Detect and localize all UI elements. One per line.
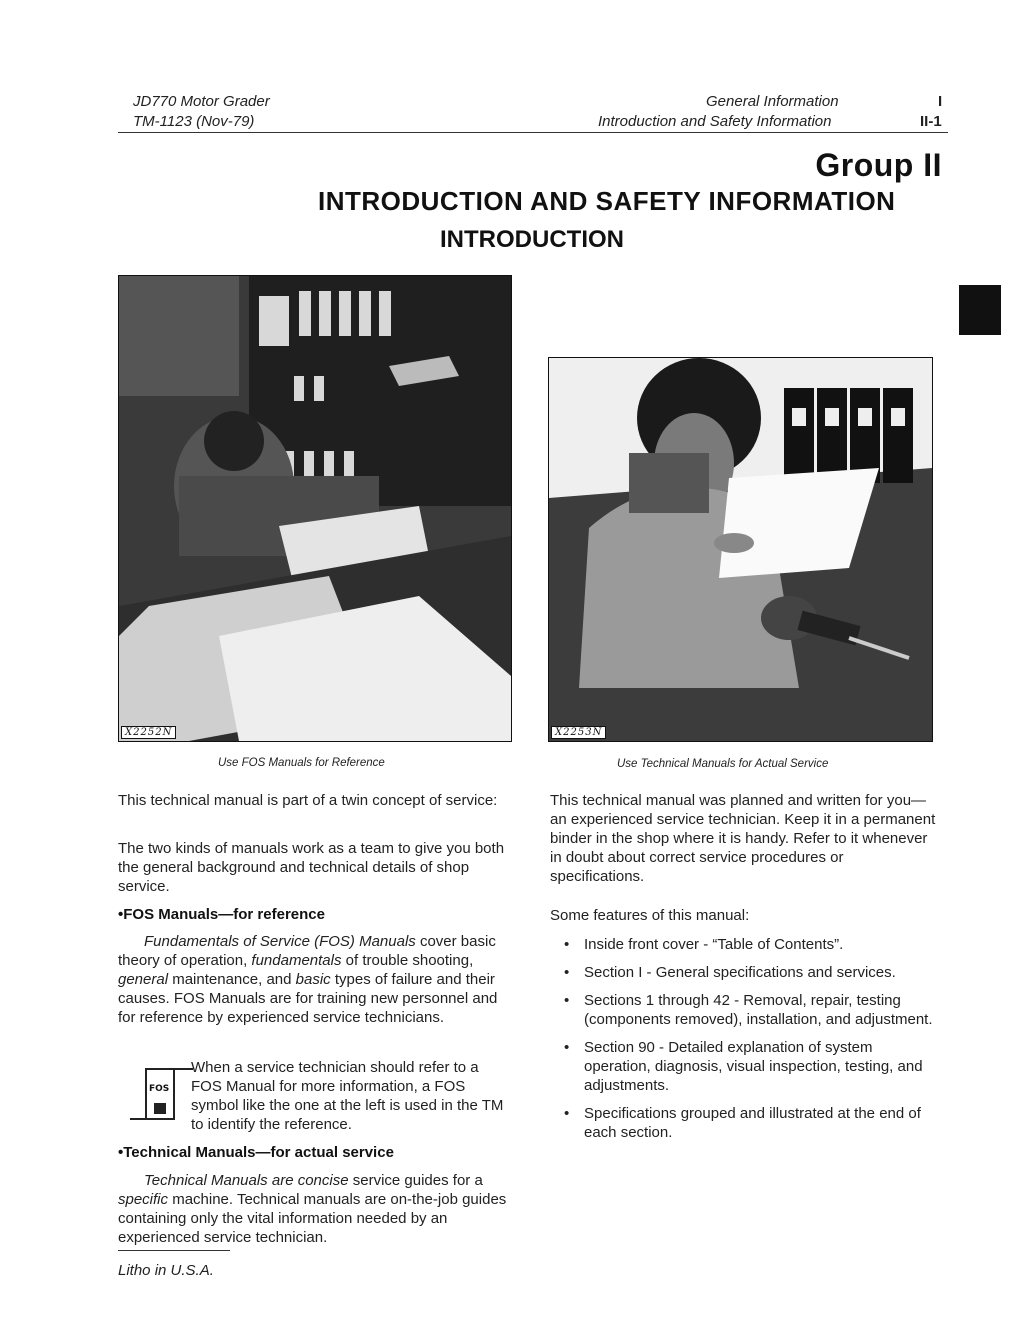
technical-manuals-heading: •Technical Manuals—for actual service <box>118 1144 394 1161</box>
header-page-number: II-1 <box>920 113 942 130</box>
bullet-icon: • <box>564 936 570 953</box>
fos-text-3: maintenance, and <box>168 971 296 988</box>
caption-left: Use FOS Manuals for Reference <box>218 757 385 769</box>
list-item <box>550 963 940 982</box>
header-model: JD770 Motor Grader <box>133 93 270 110</box>
bullet-icon: • <box>564 992 570 1009</box>
fos-term-fundamentals: fundamentals <box>251 952 342 969</box>
fos-paragraph <box>118 932 510 1027</box>
header-section: General Information <box>706 93 839 110</box>
fos-term-general: general <box>118 971 169 988</box>
group-title: Group II <box>815 147 942 183</box>
bullet-icon: • <box>564 1039 570 1056</box>
technical-manuals-paragraph <box>118 1171 510 1247</box>
list-item <box>550 991 940 1029</box>
fos-symbol-bottom-line <box>130 1118 145 1120</box>
tm-term: Technical Manuals are concise <box>144 1172 349 1189</box>
list-item <box>550 1038 940 1095</box>
section-title: INTRODUCTION <box>440 226 624 253</box>
tm-text-1: service guides for a <box>348 1172 483 1189</box>
list-item <box>550 1104 940 1142</box>
header-section-number: I <box>938 93 943 110</box>
section-tab-marker <box>959 285 1001 335</box>
feature-text: Specifications grouped and illustrated at the end of each section. <box>584 1105 921 1141</box>
photo-id-right: X2253N <box>551 726 606 739</box>
page-title: INTRODUCTION AND SAFETY INFORMATION <box>318 186 896 216</box>
fos-term-basic: basic <box>295 971 331 988</box>
list-item <box>550 935 940 954</box>
fos-symbol-icon <box>145 1068 175 1120</box>
tm-text-2: machine. Technical manuals are on-the-job guides containing only the vital information needed by an experienced service technician. <box>118 1191 507 1246</box>
fos-heading: •FOS Manuals—for reference <box>118 906 325 923</box>
photo-fos-reference-image <box>119 276 511 741</box>
fos-text-2: of trouble shooting, <box>341 952 474 969</box>
header-tm-number: TM-1123 (Nov-79) <box>133 113 255 130</box>
bullet-icon: • <box>564 964 570 981</box>
fos-term: Fundamentals of Service (FOS) Manuals <box>144 933 416 950</box>
feature-text: Section I - General specifications and services. <box>584 964 896 981</box>
photo-technical-service <box>548 357 933 742</box>
feature-text: Inside front cover - “Table of Contents”. <box>584 936 844 953</box>
feature-text: Sections 1 through 42 - Removal, repair, testing (components removed), installation, and adjustment. <box>584 992 933 1028</box>
fos-text-1: cover basic theory of operation, <box>118 933 496 969</box>
photo-id-left: X2252N <box>121 726 176 739</box>
intro-paragraph: This technical manual is part of a twin concept of service: <box>118 792 498 809</box>
purpose-paragraph: This technical manual was planned and written for you—an experienced service technician. Keep it in a permanent binder in the shop where it is handy. Refer to it whenever in doubt about correct service procedures or specifications. <box>550 792 936 885</box>
photo-fos-reference <box>118 275 512 742</box>
photo-technical-service-image <box>549 358 932 741</box>
tm-term-specific: specific <box>118 1191 169 1208</box>
team-paragraph: The two kinds of manuals work as a team to give you both the general background and technical details of shop service. <box>118 840 505 895</box>
header-rule <box>118 132 948 133</box>
features-intro: Some features of this manual: <box>550 907 750 924</box>
fos-symbol-mark <box>154 1103 166 1114</box>
fos-text-4: types of failure and their causes. FOS Manuals are for training new personnel and for reference by experienced service technicians. <box>118 971 498 1026</box>
footer-rule <box>118 1250 230 1251</box>
caption-right: Use Technical Manuals for Actual Service <box>617 758 829 770</box>
footer-litho: Litho in U.S.A. <box>118 1262 214 1279</box>
bullet-icon: • <box>564 1105 570 1122</box>
header-subsection: Introduction and Safety Information <box>598 113 832 130</box>
feature-text: Section 90 - Detailed explanation of system operation, diagnosis, visual inspection, testing, and adjustments. <box>584 1039 923 1094</box>
fos-symbol-label: FOS <box>149 1084 170 1094</box>
features-list <box>550 935 940 1151</box>
fos-symbol-paragraph: When a service technician should refer to a FOS Manual for more information, a FOS symbol like the one at the left is used in the TM to identify the reference. <box>191 1059 504 1133</box>
